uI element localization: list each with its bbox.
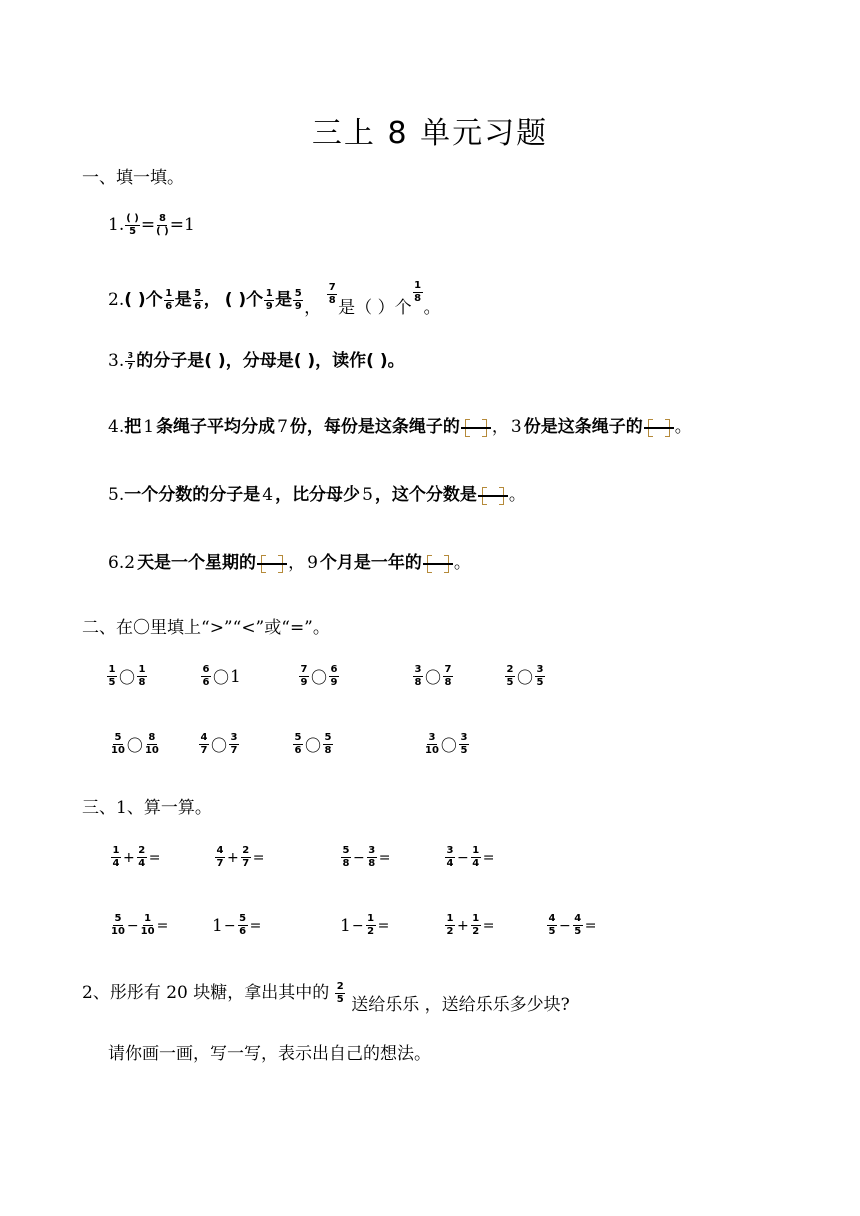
fraction: 1 6 [165,287,173,312]
word-problem: 2、彤彤有 20 块糖，拿出其中的 2 5 送给乐乐 ，送给乐乐多少块? [82,980,570,1015]
compare-item: 2 5 〇 3 5 [506,664,544,688]
answer-circle[interactable]: 〇 [311,668,328,687]
compare-item: 3 8 〇 7 8 [414,664,452,688]
compare-item: 1 5 〇 1 8 [108,664,146,688]
question-5: 5. 一个分数的分子是 4 ， 比分母少 5 ，这个分数是 。 [108,485,526,506]
fraction: 1 8 [414,279,422,304]
compare-item: 5 10 〇 8 10 [111,732,159,756]
question-number: 3. [108,351,125,371]
answer-circle[interactable]: 〇 [213,668,230,687]
fraction: ( ) 5 [126,213,139,237]
blank-fraction[interactable] [257,554,287,574]
blank-fraction[interactable] [461,418,491,438]
fraction: 1 9 [265,287,273,312]
page-title: 三上 8 单元习题 [311,116,549,151]
question-1: 1. ( ) 5 = 8 ( ) =1 [108,213,195,237]
question-4: 4. 把 1 条绳子平均分成 7 份，每份是这条绳子的 ， 3 份是这条绳子的 。 [108,417,692,438]
compare-item: 4 7 〇 3 7 [200,732,238,756]
answer-circle[interactable]: 〇 [211,736,228,755]
calc-item: 5 8 − $\frac{3}{8}$ = [342,845,391,869]
calc-item: 1 − $\frac{1}{2}$ = [340,913,390,937]
fraction: 5 9 [294,287,302,312]
question-number: 2. [108,289,125,310]
calc-item: 1 4 + $\frac{2}{4}$ = [112,845,161,869]
calc-item: 1 2 + $\frac{1}{2}$ = [446,913,495,937]
answer-circle[interactable]: 〇 [425,668,442,687]
answer-circle[interactable]: 〇 [440,736,457,755]
fraction: 7 8 [328,281,336,306]
calc-item: 4 5 − $\frac{4}{5}$ = [548,913,597,937]
fraction: 3 7 [125,352,135,371]
question-2: 2. ( )个 1 6 是 5 6 ， ( )个 1 9 是 5 9 ， 7 8 是（ ）个 1 8 。 [108,279,441,318]
answer-circle[interactable]: 〇 [517,668,534,687]
answer-circle[interactable]: 〇 [119,668,136,687]
fraction: 2 5 [336,980,344,1005]
calc-item: 3 4 − $\frac{1}{4}$ = [446,845,495,869]
fraction: 8 ( ) [156,213,169,237]
section-3-heading: 三、1、算一算。 [82,798,212,818]
compare-item: 6 6 〇 1 [202,664,241,688]
blank-fraction[interactable] [423,554,453,574]
calc-item: 4 7 + $\frac{2}{7}$ = [216,845,265,869]
section-1-heading: 一、填一填。 [82,168,184,188]
compare-item: 5 6 〇 5 8 [294,732,332,756]
compare-item: 7 9 〇 6 9 [300,664,338,688]
fraction: 5 6 [194,287,202,312]
question-number: 6. [108,553,125,574]
section-2-heading: 二、在〇里填上“>”“<”或“=”。 [82,618,330,638]
blank-fraction[interactable] [478,486,508,506]
compare-item: 3 10 〇 3 5 [425,732,468,756]
word-problem-instruction: 请你画一画，写一写，表示出自己的想法。 [108,1044,431,1064]
question-number: 1. [108,215,125,235]
calc-item: 5 10 − $\frac{1}{10}$ = [111,913,169,937]
calc-item: 1 − $\frac{5}{6}$ = [212,913,262,937]
question-number: 4. [108,417,125,438]
question-number: 5. [108,485,125,506]
answer-circle[interactable]: 〇 [305,736,322,755]
question-6: 6. 2 天是一个星期的 ， 9 个月是一年的 。 [108,553,471,574]
question-3: 3. 3 7 的分子是( )，分母是( )，读作( )。 [108,351,405,371]
blank-fraction[interactable] [644,418,674,438]
answer-circle[interactable]: 〇 [126,736,143,755]
